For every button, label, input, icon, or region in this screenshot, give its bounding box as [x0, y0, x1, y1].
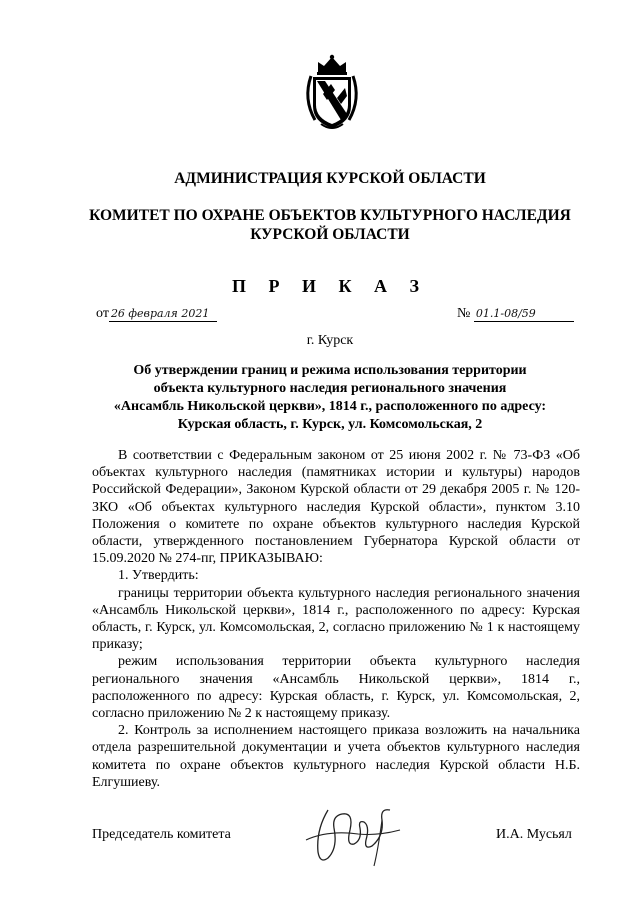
date-field: [96, 306, 217, 322]
title-line: Курская область, г. Курск, ул. Комсомольская, 2: [177, 417, 483, 432]
item-2: 2. Контроль за исполнением настоящего приказа возложить на начальника отдела разрешительной документации и учета объектов культурного наследия комитета по охране объектов культурного наследия Курской области Н.Б. Елгушиеву.: [92, 723, 580, 790]
intro-paragraph: В соответствии с Федеральным законом от 25 июня 2002 г. № 73-ФЗ «Об объектах культурного наследия (памятниках истории и культуры) народов Российской Федерации», Законом Курской области от 29 декабря 2005 г. № 120-ЗКО «Об объектах культурного наследия Курской области», пунктом 3.10 Положения о комитете по охране объектов культурного наследия Курской области, утвержденного постановлением Губернатора Курской области от 15.09.2020 № 274-пг, ПРИКАЗЫВАЮ:: [92, 448, 580, 567]
item-1: 1. Утвердить:: [118, 568, 199, 584]
handwritten-date: 26 февраля 2021: [109, 307, 217, 322]
committee-line-1: КОМИТЕТ ПО ОХРАНЕ ОБЪЕКТОВ КУЛЬТУРНОГО НАСЛЕДИЯ: [89, 207, 571, 224]
title-line: «Ансамбль Никольской церкви», 1814 г., расположенного по адресу:: [113, 399, 547, 414]
item-1-regime: режим использования территории объекта культурного наследия регионального значения «Ансамбль Никольской церкви», 1814 г., расположенного по адресу: Курская область, г. Курск, ул. Комсомольская, 2, согласно приложению № 2 к настоящему приказу.: [92, 654, 580, 722]
order-body: [92, 447, 580, 791]
city: г. Курск: [306, 333, 354, 348]
document-type: П Р И К А З: [231, 276, 429, 296]
coat-of-arms-emblem: [301, 54, 363, 130]
handwritten-number: 01.1-08/59: [474, 307, 574, 322]
committee-heading: [60, 206, 600, 244]
item-1-boundaries: границы территории объекта культурного наследия регионального значения «Ансамбль Никольской церкви», 1814 г., расположенного по адресу: Курская область, г. Курск, ул. Комсомольская, 2, согласно приложению № 1 к настоящему приказу;: [92, 585, 580, 653]
title-line: объекта культурного наследия регионального значения: [153, 381, 507, 396]
number-prefix: №: [457, 306, 471, 321]
date-prefix: от: [96, 306, 109, 321]
administration-heading: АДМИНИСТРАЦИЯ КУРСКОЙ ОБЛАСТИ: [174, 170, 486, 187]
order-title: [60, 362, 600, 434]
title-line: Об утверждении границ и режима использования территории: [133, 363, 527, 378]
handwritten-signature: [298, 800, 408, 870]
committee-line-2: КУРСКОЙ ОБЛАСТИ: [250, 226, 410, 243]
signatory-name: И.А. Мусьял: [496, 827, 572, 842]
number-field: [457, 306, 574, 322]
signatory-position: Председатель комитета: [92, 827, 231, 842]
